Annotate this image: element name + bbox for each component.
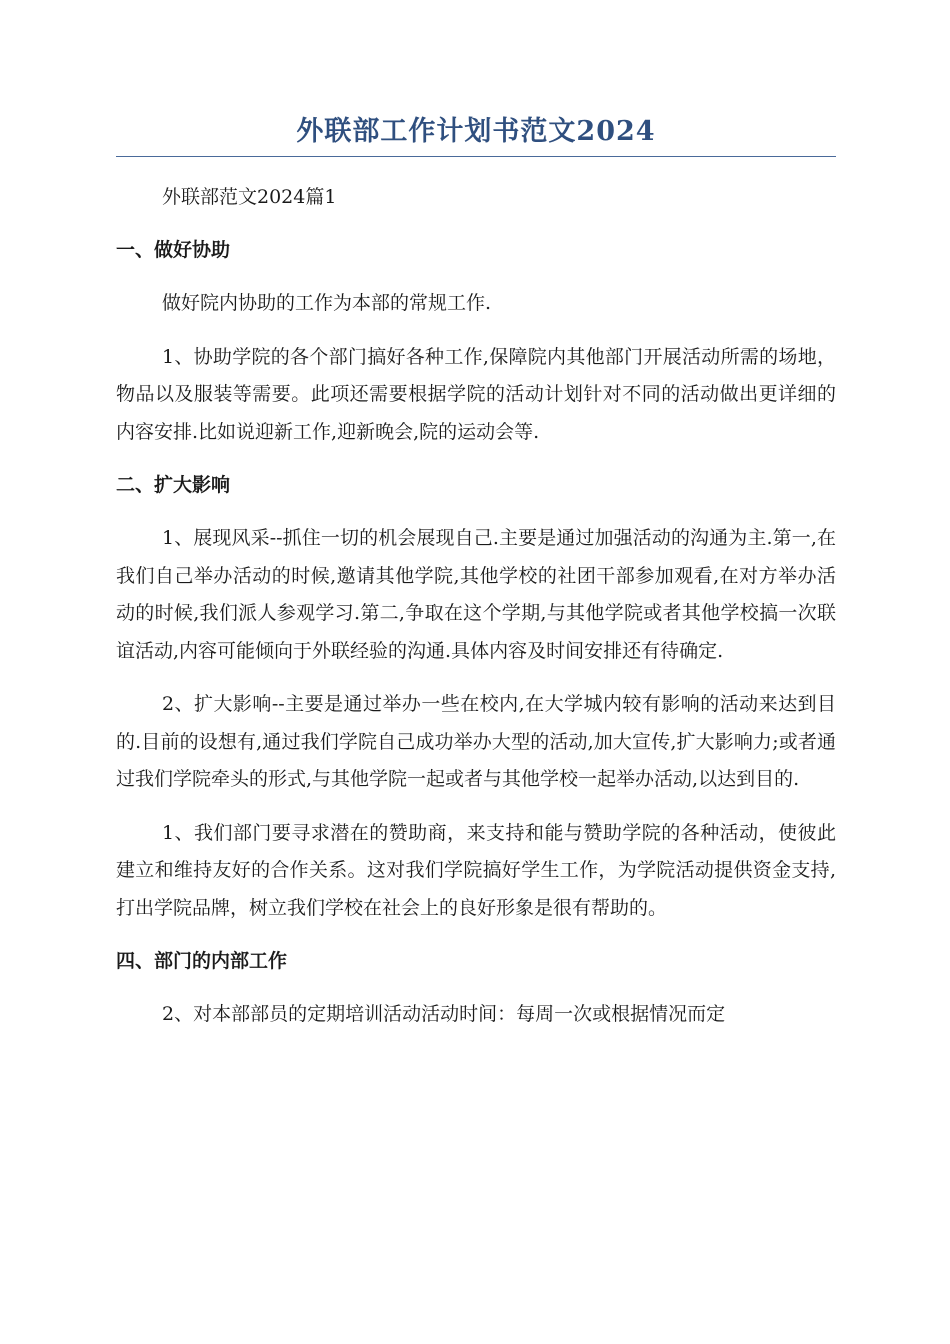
section-2-paragraph-1: 1、展现风采--抓住一切的机会展现自己.主要是通过加强活动的沟通为主.第一,在我们自己举办活动的时候,邀请其他学院,其他学校的社团干部参加观看,在对方举办活动的时候,我们派人参观学习.第二,争取在这个学期,与其他学院或者其他学校搞一次联谊活动,内容可能倾向于外联经验的沟通.具体内容及时间安排还有待确定. (116, 527, 836, 662)
section-2-paragraph-3: 1、我们部门要寻求潜在的赞助商，来支持和能与赞助学院的各种活动，使彼此建立和维持友好的合作关系。这对我们学院搞好学生工作，为学院活动提供资金支持,打出学院品牌，树立我们学校在社会上的良好形象是很有帮助的。 (116, 821, 836, 919)
section-heading-1: 一、做好协助 (116, 239, 231, 261)
section-heading-2: 二、扩大影响 (116, 474, 231, 496)
section-heading-4: 四、部门的内部工作 (116, 950, 288, 972)
document-page (116, 112, 836, 1034)
section-1-paragraph-2: 1、协助学院的各个部门搞好各种工作,保障院内其他部门开展活动所需的场地，物品以及服装等需要。此项还需要根据学院的活动计划针对不同的活动做出更详细的内容安排.比如说迎新工作,迎新晚会,院的运动会等. (116, 345, 836, 443)
document-subtitle: 外联部范文2024篇1 (162, 186, 337, 208)
section-1-paragraph-1: 做好院内协助的工作为本部的常规工作. (162, 292, 492, 314)
section-2-paragraph-2: 2、扩大影响--主要是通过举办一些在校内,在大学城内较有影响的活动来达到目的.目前的设想有,通过我们学院自己成功举办大型的活动,加大宣传,扩大影响力;或者通过我们学院牵头的形式,与其他学院一起或者与其他学校一起举办活动,以达到目的. (116, 693, 836, 790)
document-title: 外联部工作计划书范文2024 (116, 112, 836, 157)
section-4-paragraph-1: 2、对本部部员的定期培训活动活动时间：每周一次或根据情况而定 (162, 1003, 726, 1025)
